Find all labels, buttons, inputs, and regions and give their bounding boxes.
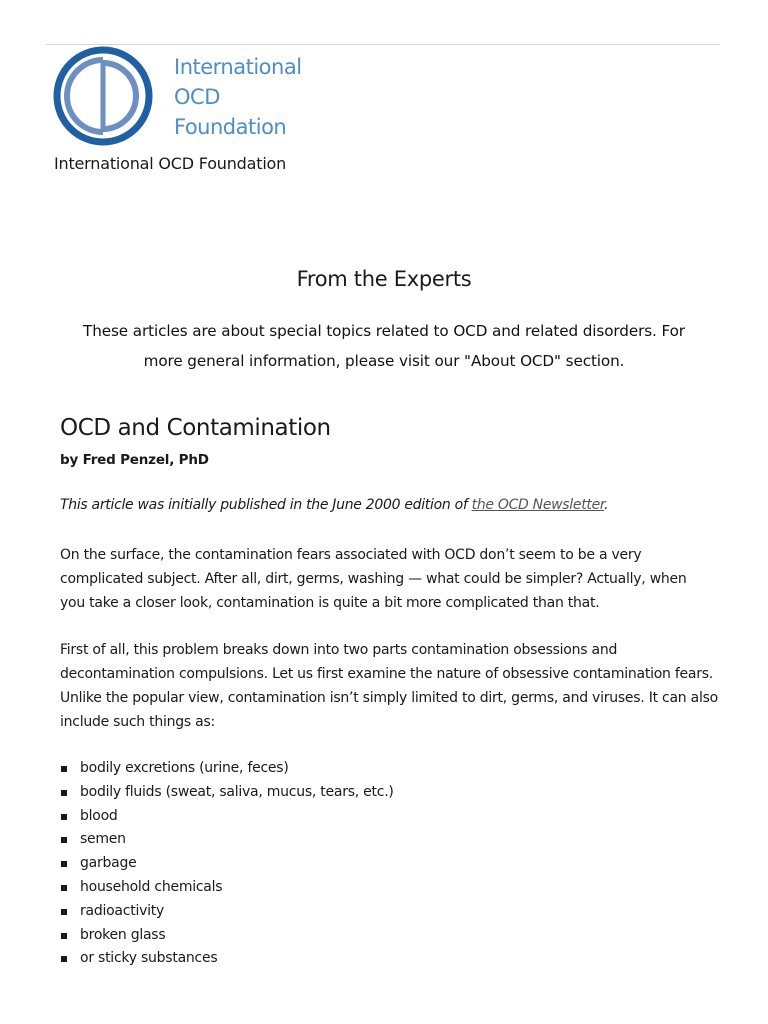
list-item-text: bodily fluids (sweat, saliva, mucus, tears, etc.): [80, 783, 394, 800]
logo-line-1: International: [174, 55, 302, 79]
publication-note-suffix: .: [604, 497, 609, 513]
list-item: [60, 876, 394, 900]
list-item: [60, 828, 394, 852]
paragraph-1: [60, 543, 720, 615]
bullet-icon: [61, 837, 67, 843]
publication-note: [60, 497, 608, 513]
logo-line-2: OCD: [174, 85, 220, 109]
paragraph-line: decontamination compulsions. Let us first examine the nature of obsessive contamination fears.: [60, 666, 713, 682]
logo-wordmark[interactable]: [174, 52, 302, 142]
bullet-icon: [61, 885, 67, 891]
paragraph-line: Unlike the popular view, contamination isn’t simply limited to dirt, germs, and viruses. It can also: [60, 690, 718, 706]
intro-line: more general information, please visit our "About OCD" section.: [143, 352, 625, 370]
list-item-text: blood: [80, 807, 118, 824]
list-item: [60, 924, 394, 948]
list-item: [60, 805, 394, 829]
list-item-text: bodily excretions (urine, feces): [80, 760, 289, 776]
list-item-text: radioactivity: [80, 902, 165, 919]
top-divider: [46, 44, 720, 45]
list-item-text: garbage: [80, 855, 137, 872]
intro-line: These articles are about special topics related to OCD and related disorders. For: [83, 322, 685, 340]
bullet-icon: [61, 766, 67, 772]
paragraph-line: First of all, this problem breaks down into two parts contamination obsessions and: [60, 642, 618, 658]
org-caption: International OCD Foundation: [54, 154, 287, 173]
bullet-icon: [61, 814, 67, 820]
bullet-icon: [61, 790, 67, 796]
paragraph-line: complicated subject. After all, dirt, germs, washing — what could be simpler? Actually, when: [60, 571, 687, 587]
list-item: [60, 757, 394, 781]
contamination-list: [60, 757, 394, 971]
article-byline: by Fred Penzel, PhD: [60, 452, 209, 468]
paragraph-line: include such things as:: [60, 714, 215, 730]
paragraph-line: On the surface, the contamination fears associated with OCD don’t seem to be a very: [60, 547, 642, 563]
list-item-text: broken glass: [80, 926, 166, 943]
paragraph-2: [60, 638, 720, 734]
bullet-icon: [61, 933, 67, 939]
list-item: [60, 947, 394, 971]
article-title: OCD and Contamination: [60, 415, 331, 441]
list-item-text: semen: [80, 831, 126, 848]
bullet-icon: [61, 909, 67, 915]
newsletter-link[interactable]: the OCD Newsletter: [471, 497, 605, 513]
bullet-icon: [61, 861, 67, 867]
list-item-text: or sticky substances: [80, 950, 218, 967]
logo-line-3: Foundation: [174, 115, 287, 139]
publication-note-prefix: This article was initially published in the June 2000 edition of: [60, 497, 472, 513]
bullet-icon: [61, 956, 67, 962]
section-title: From the Experts: [296, 267, 472, 291]
intro-text: [40, 316, 728, 376]
list-item: [60, 781, 394, 805]
paragraph-line: you take a closer look, contamination is quite a bit more complicated than that.: [60, 595, 600, 611]
list-item-text: household chemicals: [80, 878, 223, 895]
list-item: [60, 900, 394, 924]
list-item: [60, 852, 394, 876]
